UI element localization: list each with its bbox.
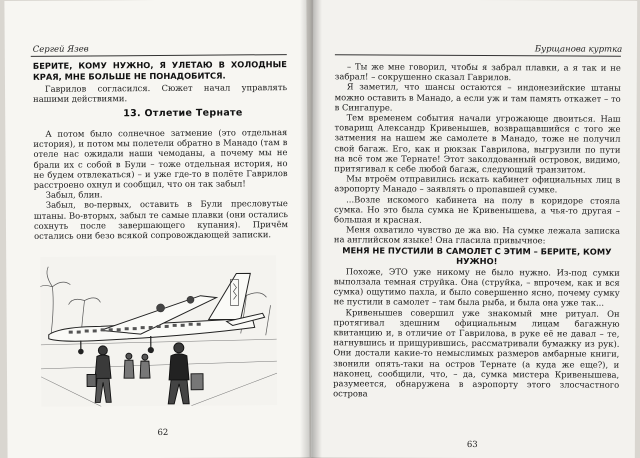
right-paragraph: – Ты же мне говорил, чтобы я забрал плавки, а я так и не забрал! – сокрушенно сказал Гаврилов.: [334, 61, 621, 83]
right-paragraph: Тем временем события начали угрожающе двоиться. Наш товарищ Александр Кривенышев, возвращавшийся с того же затмения на нашем же самолете в Манадо, тоже не получил свой багаж. Его, как и рюкзак Гаврилова, выгрузили по пути на всё том же Тернате! Этот заколдованный островок, видимо, притягивал к себе любой багаж, следующий транзитом.: [334, 112, 621, 175]
airplane-illustration: [40, 255, 277, 407]
right-paragraph: Кривенышев совершил уже знакомый мне ритуал. Он протягивал здешним официальным лицам багажную квитанцию и, в отличие от Гаврилова, в руке её не давал – те, нагнувшись и прищурившись, рассматривали бумажку из рук). Они достали какие-то немыслимых размеров амбарные книги, звонили опять-таки на остров Тернате (а куда же еще?), и наконец, сообщили, что, – да, сумка мистера Кривенышева, разумеется, обнаружена в аэропорту этого злосчастного острова: [333, 306, 620, 399]
right-text-body: [333, 61, 621, 400]
chapter-title: 13. Отлетие Тернате: [123, 107, 243, 120]
left-paragraph: Забыл, блин.: [45, 189, 103, 200]
right-page-number: 63: [466, 439, 478, 451]
left-page: [4, 0, 309, 458]
left-paragraph: Гаврилов согласился. Сюжет начал управлять нашими действиями.: [33, 82, 288, 105]
left-page-number: 62: [157, 427, 169, 439]
right-running-head: Бурщанова куртка: [534, 44, 623, 55]
book-gutter: [300, 0, 322, 458]
right-header-rule: [335, 54, 621, 56]
left-paragraph: Забыл, во-первых, оставить в Були пресловутые штаны. Во-вторых, забыл те самые плавки (они остались сохнуть после завершающего купания). Причём остались они безо всякой сопровождающей записки.: [33, 198, 289, 241]
right-paragraph: Мы втроём отправились искать кабинет официальных лиц в аэропорту Манадо – заявлять о пропавшей сумке.: [334, 173, 621, 195]
left-text-top: [33, 59, 287, 104]
left-opening-note: БЕРИТЕ, КОМУ НУЖНО, Я УЛЕТАЮ В ХОЛОДНЫЕ КРАЯ, МНЕ БОЛЬШЕ НЕ ПОНАДОБИТСЯ.: [32, 59, 287, 82]
luggage-note: МЕНЯ НЕ ПУСТИЛИ В САМОЛЕТ С ЭТИМ – БЕРИТЕ, КОМУ НУЖНО!: [342, 244, 612, 267]
right-paragraph: ...Возле искомого кабинета на полу в коридоре стояла сумка. Но это была сумка не Кривенышева, а чья-то другая – большая и красная.: [334, 193, 621, 225]
right-paragraph: Похоже, ЭТО уже никому не было нужно. Из-под сумки выползала темная струйка. Она (струйка, – впрочем, как и вся сумка) ощутимо пахла, и было совершенно ясно, почему сумку не пустили в самолет – там была рыба, и была она уже так...: [333, 266, 620, 309]
left-text-body: [33, 127, 288, 241]
right-paragraph: Я заметил, что шансы остаются – индонезийские штаны можно оставить в Манадо, а если уж и там память откажет – то в Сингапуре.: [334, 81, 621, 113]
right-page: [311, 0, 637, 458]
left-paragraph: А потом было солнечное затмение (это отдельная история), и потом мы полетели обратно в Манадо (там в отеле нас ожидали наши чемоданы, а почему мы не брали их с собой в Були – тоже отдельная история, но не будем отвлекаться) – и уже где-то в полёте Гаврилов расстроено охнул и сообщил, что он так забыл!: [33, 127, 288, 190]
right-paragraph: Меня охватило чувство де жа вю. На сумке лежала записка на английском языке! Она гласила привычное:: [333, 224, 621, 246]
left-running-head: Сергей Язев: [32, 44, 89, 55]
